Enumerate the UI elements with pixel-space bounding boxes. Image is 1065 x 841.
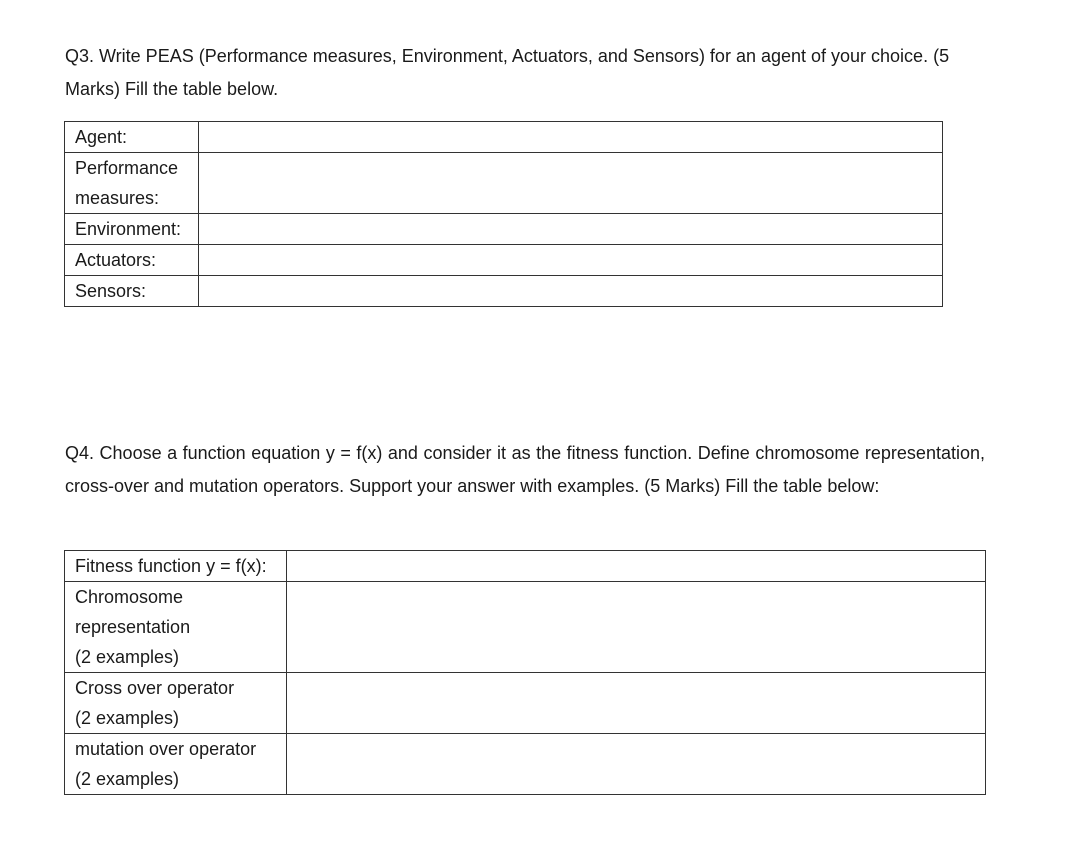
q4-question-text: Q4. Choose a function equation y = f(x) and consider it as the fitness function. Define chromosome representation, cross-over and mutation operators. Support your answer with examples. (5 Marks) Fill the table below: bbox=[65, 443, 985, 496]
table-row bbox=[65, 276, 943, 307]
agent-label: Agent: bbox=[65, 122, 199, 153]
fitness-function-label: Fitness function y = f(x): bbox=[65, 551, 287, 582]
table-row bbox=[65, 245, 943, 276]
table-row bbox=[65, 582, 986, 673]
mutation-operator-label: mutation over operator (2 examples) bbox=[65, 734, 287, 795]
table-row bbox=[65, 673, 986, 734]
performance-measures-label: Performance measures: bbox=[65, 153, 199, 214]
environment-answer-cell[interactable] bbox=[199, 214, 943, 245]
table-row bbox=[65, 734, 986, 795]
genetic-algorithm-table bbox=[64, 550, 986, 795]
environment-label: Environment: bbox=[65, 214, 199, 245]
performance-measures-answer-cell[interactable] bbox=[199, 153, 943, 214]
actuators-label: Actuators: bbox=[65, 245, 199, 276]
q3-question-text: Q3. Write PEAS (Performance measures, Environment, Actuators, and Sensors) for an agent of your choice. (5 Marks) Fill the table below. bbox=[65, 46, 950, 99]
peas-table bbox=[64, 121, 943, 307]
cross-over-operator-label: Cross over operator (2 examples) bbox=[65, 673, 287, 734]
actuators-answer-cell[interactable] bbox=[199, 245, 943, 276]
cross-over-operator-answer-cell[interactable] bbox=[287, 673, 986, 734]
chromosome-representation-label: Chromosome representation (2 examples) bbox=[65, 582, 287, 673]
sensors-answer-cell[interactable] bbox=[199, 276, 943, 307]
fitness-function-answer-cell[interactable] bbox=[287, 551, 986, 582]
table-row bbox=[65, 551, 986, 582]
chromosome-representation-answer-cell[interactable] bbox=[287, 582, 986, 673]
mutation-operator-answer-cell[interactable] bbox=[287, 734, 986, 795]
sensors-label: Sensors: bbox=[65, 276, 199, 307]
table-row bbox=[65, 214, 943, 245]
table-row bbox=[65, 122, 943, 153]
agent-answer-cell[interactable] bbox=[199, 122, 943, 153]
table-row bbox=[65, 153, 943, 214]
